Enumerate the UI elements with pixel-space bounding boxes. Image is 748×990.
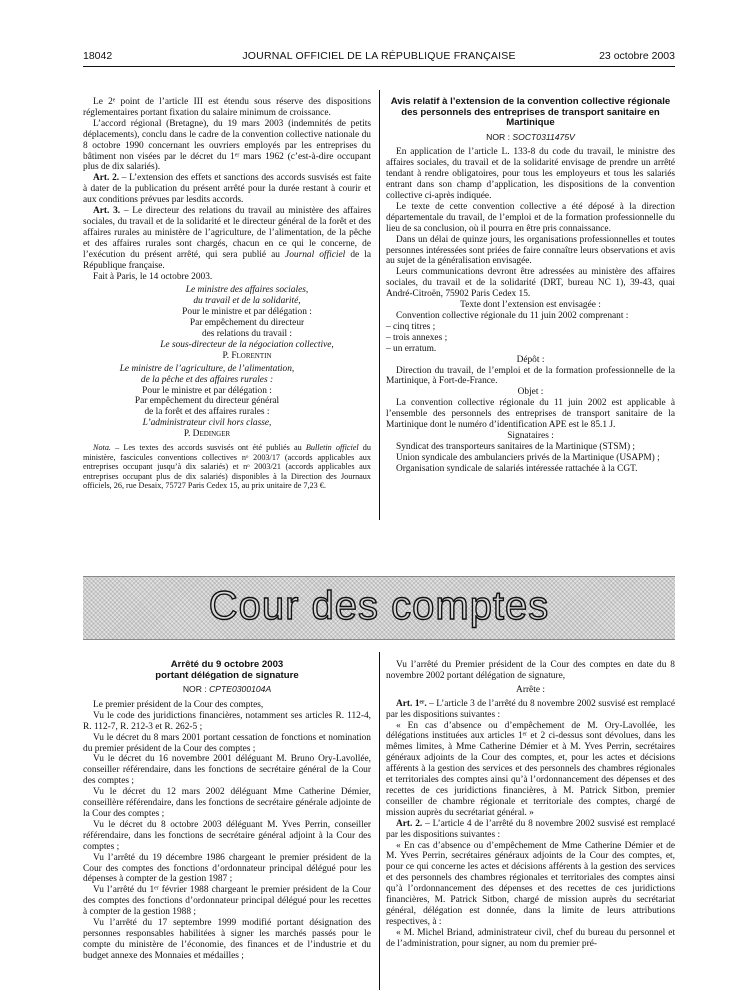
paragraph: Vu le décret du 16 novembre 2001 déléguant M. Bruno Ory-Lavollée, conseiller référendaire, dans les fonctions de secrétaire général de la Cour des comptes ;	[83, 754, 371, 787]
paragraph: Dans un délai de quinze jours, les organisations professionnelles et toutes personnes intéressées sont priées de faire connaître leurs observations et avis au sujet de la généralisation envisagée.	[386, 234, 675, 267]
column-divider-bottom	[379, 652, 380, 990]
section-label: Objet :	[517, 387, 544, 398]
article-label: Art. 3.	[93, 206, 121, 217]
nota-text: du ministère, fascicules conventions collectives nᵒ 2003/17 (accords applicables aux entreprises occupant jusqu’à dix salariés) et nᵒ 2003/21 (accords applicables aux entreprises occupant plus de dix salariés) disponibles à la Direction des Journaux officiels, 26, rue Desaix, 75727 Paris Cedex 15, au prix unitaire de 7,23 €.	[83, 443, 371, 491]
paragraph: L’accord régional (Bretagne), du 19 mars 2003 (indemnités de petits déplacements), conclu dans le cadre de la convention collective nationale du 8 octobre 1990 concernant les ouvriers employés par les entreprises du bâtiment non visées par le décret du 1ᵉʳ mars 1962 (c’est-à-dire occupant plus de dix salariés).	[83, 118, 371, 173]
article-2	[386, 819, 675, 841]
sig-line: Pour le ministre et par délégation :	[142, 385, 272, 396]
nor-label: NOR :	[182, 684, 210, 694]
signatory-name: P. Florentin	[222, 350, 272, 361]
paragraph: Le 2ᵉ point de l’article III est étendu sous réserve des dispositions réglementaires portant fixation du salaire minimum de croissance.	[83, 97, 371, 118]
article-text: de la République française.	[83, 249, 371, 271]
paragraph: « En cas d’absence ou d’empêchement de M. Ory-Lavollée, les délégations instituées aux articles 1ᵉʳ et 2 ci-dessus sont dévolues, dans les mêmes limites, à Mme Catherine Démier et à M. Yves Perrin, secrétaires généraux adjoints de la Cour des comptes, et, pour les actes et décisions afférents à la gestion des services et des personnels des chambres régionales et territoriales des comptes ainsi qu’à l’ordonnancement des dépenses et des recettes de ces juridictions financières, à M. Patrick Sitbon, premier conseiller de chambre régionale et territoriale des comptes, chargé de mission auprès du secrétariat général. »	[386, 720, 675, 818]
signature-block-2	[83, 364, 371, 440]
sig-line: Par empêchement du directeur général	[134, 396, 280, 407]
column-divider-top	[379, 90, 380, 520]
article-text: – Le directeur des relations du travail au ministère des affaires sociales, du travail et de la solidarité et le directeur général de la forêt et des affaires rurales au ministère de l’agriculture, de l’alimentation, de la pêche et des affaires rurales sont chargés, chacun en ce qui le concerne, de l’exécution du présent arrêté, qui sera publié au	[83, 206, 371, 260]
sig-line: des relations du travail :	[201, 329, 293, 340]
paragraph: Vu le code des juridictions financières, notamment ses articles R. 112-4, R. 112-7, R. 212-3 et R. 262-5 ;	[83, 710, 371, 732]
section-label: Dépôt :	[516, 354, 545, 365]
page-number: 18042	[83, 50, 113, 62]
paragraph: Direction du travail, de l’emploi et de la formation professionnelle de la Martinique, à Fort-de-France.	[386, 365, 675, 387]
component-list	[386, 322, 675, 355]
article-text: – L’extension des effets et sanctions des accords susvisés est faite à dater de la publication du présent arrêté pour la durée restant à courir et aux conditions prévues par lesdits accords.	[83, 173, 371, 206]
sig-line: Par empêchement du directeur	[189, 318, 305, 329]
arrete-title-line-2: portant délégation de signature	[155, 669, 299, 681]
bottom-left-column	[83, 660, 371, 962]
page-header	[83, 50, 675, 64]
paragraph: La convention collective régionale du 11 juin 2002 est applicable à l’ensemble des personnels des entreprises de transport sanitaire de la Martinique dont le numéro d’identification APE est le 85.1 J.	[386, 398, 675, 431]
paragraph: Syndicat des transporteurs sanitaires de la Martinique (STSM) ;	[396, 441, 636, 452]
sig-line: de la pêche et des affaires rurales :	[140, 374, 274, 385]
bottom-right-column	[386, 660, 675, 950]
sig-line: Le ministre de l’agriculture, de l’alimentation,	[119, 363, 295, 374]
section-banner	[83, 576, 675, 640]
journal-title: JOURNAL OFFICIEL DE LA RÉPUBLIQUE FRANÇAISE	[242, 50, 516, 62]
nor-reference	[386, 132, 675, 143]
paragraph: Vu l’arrêté du 1ᵉʳ février 1988 chargeant le premier président de la Cour des comptes des fonctions d’ordonnateur principal délégué pour les recettes à compter de la gestion 1988 ;	[83, 885, 371, 918]
notice-title: Avis relatif à l’extension de la convention collective régionale des personnels des entreprises de transport sanitaire en Martinique	[390, 96, 671, 128]
issue-date: 23 octobre 2003	[599, 50, 675, 62]
article-text: – L’article 4 de l’arrêté du 8 novembre 2002 susvisé est remplacé par les dispositions suivantes :	[386, 818, 675, 840]
nor-label: NOR :	[486, 131, 513, 142]
top-right-column	[386, 97, 675, 475]
sig-line: Le sous-directeur de la négociation collective,	[160, 339, 334, 350]
list-item: – cinq titres ;	[386, 321, 436, 332]
banner-title: Cour des comptes	[208, 584, 550, 628]
signatory-name: P. Dedinger	[183, 429, 231, 440]
header-rule	[83, 66, 675, 67]
bulletin-ref: Bulletin officiel	[305, 443, 359, 453]
nor-value: SOCT0311475V	[512, 131, 575, 142]
sig-line: L’administrateur civil hors classe,	[142, 418, 272, 429]
paragraph: Vu le décret du 8 mars 2001 portant cessation de fonctions et nomination du premier président de la Cour des comptes ;	[83, 732, 371, 754]
sig-line: Pour le ministre et par délégation :	[182, 307, 312, 318]
paragraph: Leurs communications devront être adressées au ministère des affaires sociales, du travail et de la solidarité (DRT, bureau NC 1), 39-43, quai André-Citroën, 75902 Paris Cedex 15.	[386, 267, 675, 300]
arrete-title-line-1: Arrêté du 9 octobre 2003	[170, 659, 284, 670]
article-text: – L’article 3 de l’arrêté du 8 novembre 2002 susvisé est remplacé par les dispositions suivantes :	[386, 698, 675, 720]
paragraph: Vu le décret du 12 mars 2002 déléguant Mme Catherine Démier, conseillère référendaire, dans les fonctions de secrétaire générale adjointe de la Cour des comptes ;	[83, 787, 371, 819]
journal-officiel-ref: Journal officiel	[285, 249, 346, 260]
section-label: Signataires :	[507, 430, 554, 441]
paragraph: Vu l’arrêté du Premier président de la Cour des comptes en date du 8 novembre 2002 portant délégation de signature,	[386, 660, 675, 681]
section-label: Texte dont l’extension est envisagée :	[460, 300, 601, 311]
list-item: – trois annexes ;	[386, 332, 448, 343]
arrete-label: Arrête :	[516, 684, 545, 695]
article-label: Art. 2.	[396, 818, 423, 829]
nota-text: – Les textes des accords susvisés ont été publiés au	[110, 443, 306, 453]
nor-value: CPTE0300104A	[209, 684, 272, 694]
nor-reference	[83, 684, 371, 695]
paragraph: Vu l’arrêté du 19 décembre 1986 chargeant le premier président de la Cour des comptes des fonctions d’ordonnateur principal délégué pour les dépenses à compter de la gestion 1987 ;	[83, 852, 371, 885]
paragraph: « M. Michel Briand, administrateur civil, chef du bureau du personnel et de l’administration, pour signer, au nom du premier pré-	[386, 927, 675, 949]
nota-label: Nota.	[93, 443, 111, 453]
paragraph: « En cas d’absence ou d’empêchement de Mme Catherine Démier et de M. Yves Perrin, secrétaires généraux adjoints de la Cour des comptes, et, pour ce qui concerne les actes et décisions afférents à la gestion des services et des personnels des chambres régionales et territoriales des comptes ainsi qu’à l’ordonnancement des dépenses et des recettes de ces juridictions financières, M. Patrick Sitbon, chargé de mission auprès du secrétariat général, délégation est donnée, dans la limite de leurs attributions respectives, à :	[386, 840, 675, 927]
nota	[83, 443, 371, 491]
article-1	[386, 699, 675, 721]
fait-a-paris: Fait à Paris, le 14 octobre 2003.	[93, 271, 213, 282]
list-item: – un erratum.	[386, 343, 437, 354]
paragraph: Vu le décret du 8 octobre 2003 déléguant M. Yves Perrin, conseiller référendaire, dans les fonctions de secrétaire général adjoint à la Cour des comptes ;	[83, 819, 371, 852]
article-label: Art. 2.	[93, 173, 120, 184]
paragraph: Union syndicale des ambulanciers privés de la Martinique (USAPM) ;	[396, 452, 660, 463]
paragraph: Organisation syndicale de salariés intéressée rattachée à la CGT.	[396, 463, 638, 474]
sig-line: du travail et de la solidarité,	[193, 296, 301, 307]
article-label: Art. 1ᵉʳ.	[396, 698, 427, 709]
article-2	[83, 173, 371, 206]
paragraph: Le premier président de la Cour des comptes,	[93, 699, 264, 710]
paragraph: Vu l’arrêté du 17 septembre 1999 modifié portant désignation des personnes responsables habilitées à signer les marchés passés pour le compte du ministère de l’économie, des finances et de l’industrie et du budget annexe des Monnaies et médailles ;	[83, 918, 371, 961]
sig-line: Le ministre des affaires sociales,	[185, 285, 309, 296]
paragraph: Convention collective régionale du 11 juin 2002 comprenant :	[396, 311, 629, 321]
paragraph: Le texte de cette convention collective a été déposé à la direction départementale du travail, de l’emploi et de la formation professionnelle du lieu de sa conclusion, où il pourra en être pris connaissance.	[386, 201, 675, 234]
signature-block-1	[83, 285, 371, 361]
sig-line: de la forêt et des affaires rurales :	[144, 407, 270, 418]
top-left-column	[83, 97, 371, 491]
paragraph: En application de l’article L. 133-8 du code du travail, le ministre des affaires sociales, du travail et de la solidarité envisage de prendre un arrêté tendant à rendre obligatoires, pour tous les employeurs et tous les salariés entrant dans son champ d’application, les dispositions de la convention collective ci-après indiquée.	[386, 147, 675, 202]
article-3	[83, 206, 371, 271]
